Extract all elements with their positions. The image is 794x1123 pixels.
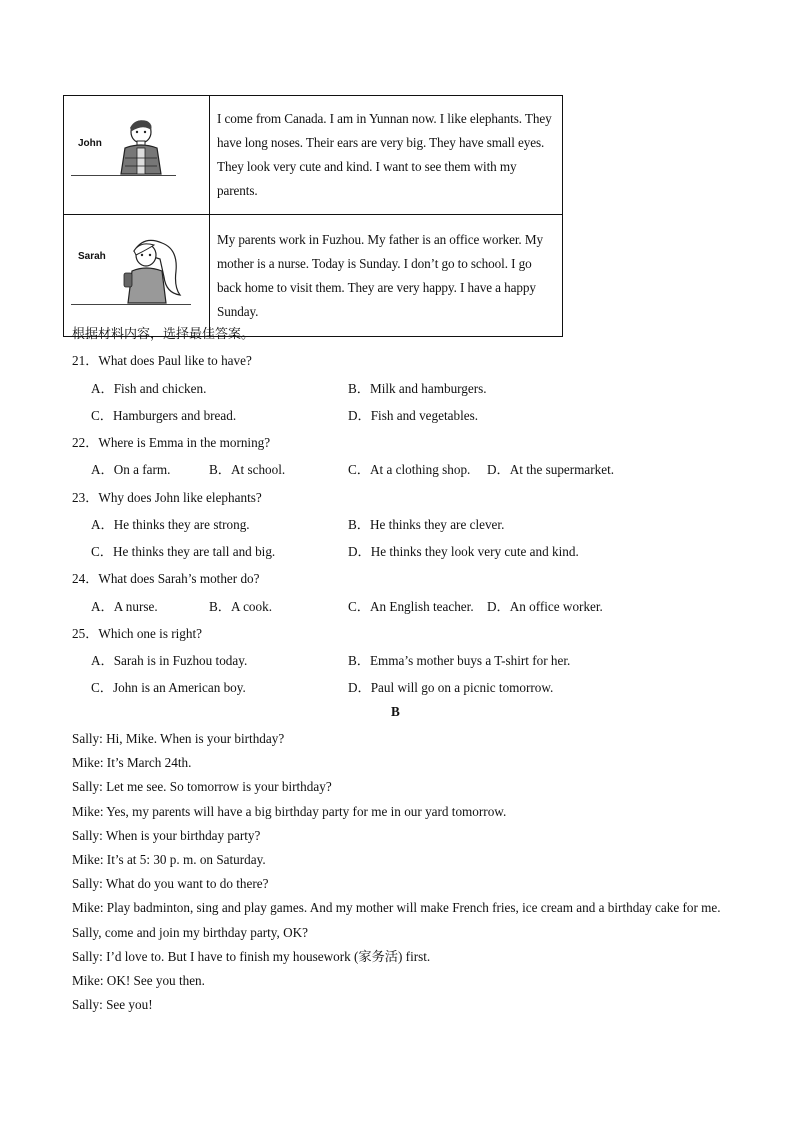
- question-22: 22．Where is Emma in the morning?: [72, 435, 271, 450]
- option-24c: C．An English teacher.: [348, 599, 474, 614]
- option-22b: B．At school.: [209, 462, 286, 477]
- option-25b: B．Emma’s mother buys a T-shirt for her.: [348, 653, 571, 668]
- sarah-name-label: Sarah: [78, 251, 106, 262]
- dialogue-line: Mike: Yes, my parents will have a big birthday party for me in our yard tomorrow.: [72, 803, 507, 819]
- sarah-underline: [71, 304, 191, 305]
- question-21: 21．What does Paul like to have?: [72, 353, 252, 368]
- option-23d: D．He thinks they look very cute and kind.: [348, 544, 579, 559]
- option-25a: A．Sarah is in Fuzhou today.: [91, 653, 248, 668]
- dialogue-line: Sally: What do you want to do there?: [72, 876, 269, 892]
- dialogue: [72, 727, 732, 1017]
- option-23b: B．He thinks they are clever.: [348, 517, 505, 532]
- sarah-illustration: [120, 237, 190, 305]
- sarah-text: My parents work in Fuzhou. My father is an office worker. My mother is a nurse. Today is Sunday. I don’t go to school. I go back home to visit them. They are very happy. I have a happy Sunday.: [210, 215, 563, 337]
- question-25: 25．Which one is right?: [72, 626, 203, 641]
- sarah-picture-cell: [64, 215, 210, 337]
- option-25d: D．Paul will go on a picnic tomorrow.: [348, 680, 554, 695]
- instruction-heading: 根据材料内容，选择最佳答案。: [72, 327, 255, 342]
- dialogue-line: Sally: See you!: [72, 997, 153, 1013]
- option-23c: C．He thinks they are tall and big.: [91, 544, 276, 559]
- dialogue-line: Sally: Hi, Mike. When is your birthday?: [72, 731, 285, 746]
- option-21d: D．Fish and vegetables.: [348, 408, 479, 423]
- section-b-heading: B: [391, 704, 400, 719]
- option-22d: D．At the supermarket.: [487, 462, 615, 477]
- john-text: I come from Canada. I am in Yunnan now. I like elephants. They have long noses. Their ears are very big. They have small eyes. They look very cute and kind. I want to see them with my parents.: [210, 96, 563, 215]
- dialogue-line: Mike: OK! See you then.: [72, 973, 205, 989]
- dialogue-line: Mike: It’s at 5: 30 p. m. on Saturday.: [72, 852, 266, 868]
- table-row: [64, 215, 563, 337]
- option-24a: A．A nurse.: [91, 599, 158, 614]
- john-name-label: John: [78, 138, 102, 149]
- option-24b: B．A cook.: [209, 599, 273, 614]
- john-picture-cell: [64, 96, 210, 215]
- option-22a: A．On a farm.: [91, 462, 171, 477]
- question-23: 23．Why does John like elephants?: [72, 490, 262, 505]
- option-21b: B．Milk and hamburgers.: [348, 381, 487, 396]
- option-21c: C．Hamburgers and bread.: [91, 408, 237, 423]
- john-underline: [71, 175, 176, 176]
- john-illustration: [117, 118, 179, 178]
- option-22c: C．At a clothing shop.: [348, 462, 471, 477]
- profile-table: [63, 95, 563, 337]
- option-21a: A．Fish and chicken.: [91, 381, 207, 396]
- option-25c: C．John is an American boy.: [91, 680, 246, 695]
- question-24: 24．What does Sarah’s mother do?: [72, 571, 260, 586]
- dialogue-line: Mike: Play badminton, sing and play games. And my mother will make French fries, ice cream and a birthday cake for me. Sally, come and join my birthday party, OK?: [72, 900, 721, 940]
- dialogue-line: Sally: Let me see. So tomorrow is your birthday?: [72, 779, 332, 795]
- option-23a: A．He thinks they are strong.: [91, 517, 250, 532]
- dialogue-line: Sally: When is your birthday party?: [72, 827, 261, 843]
- option-24d: D．An office worker.: [487, 599, 603, 614]
- dialogue-line: Sally: I’d love to. But I have to finish my housework (家务活) first.: [72, 948, 431, 964]
- dialogue-line: Mike: It’s March 24th.: [72, 755, 192, 771]
- table-row: [64, 96, 563, 215]
